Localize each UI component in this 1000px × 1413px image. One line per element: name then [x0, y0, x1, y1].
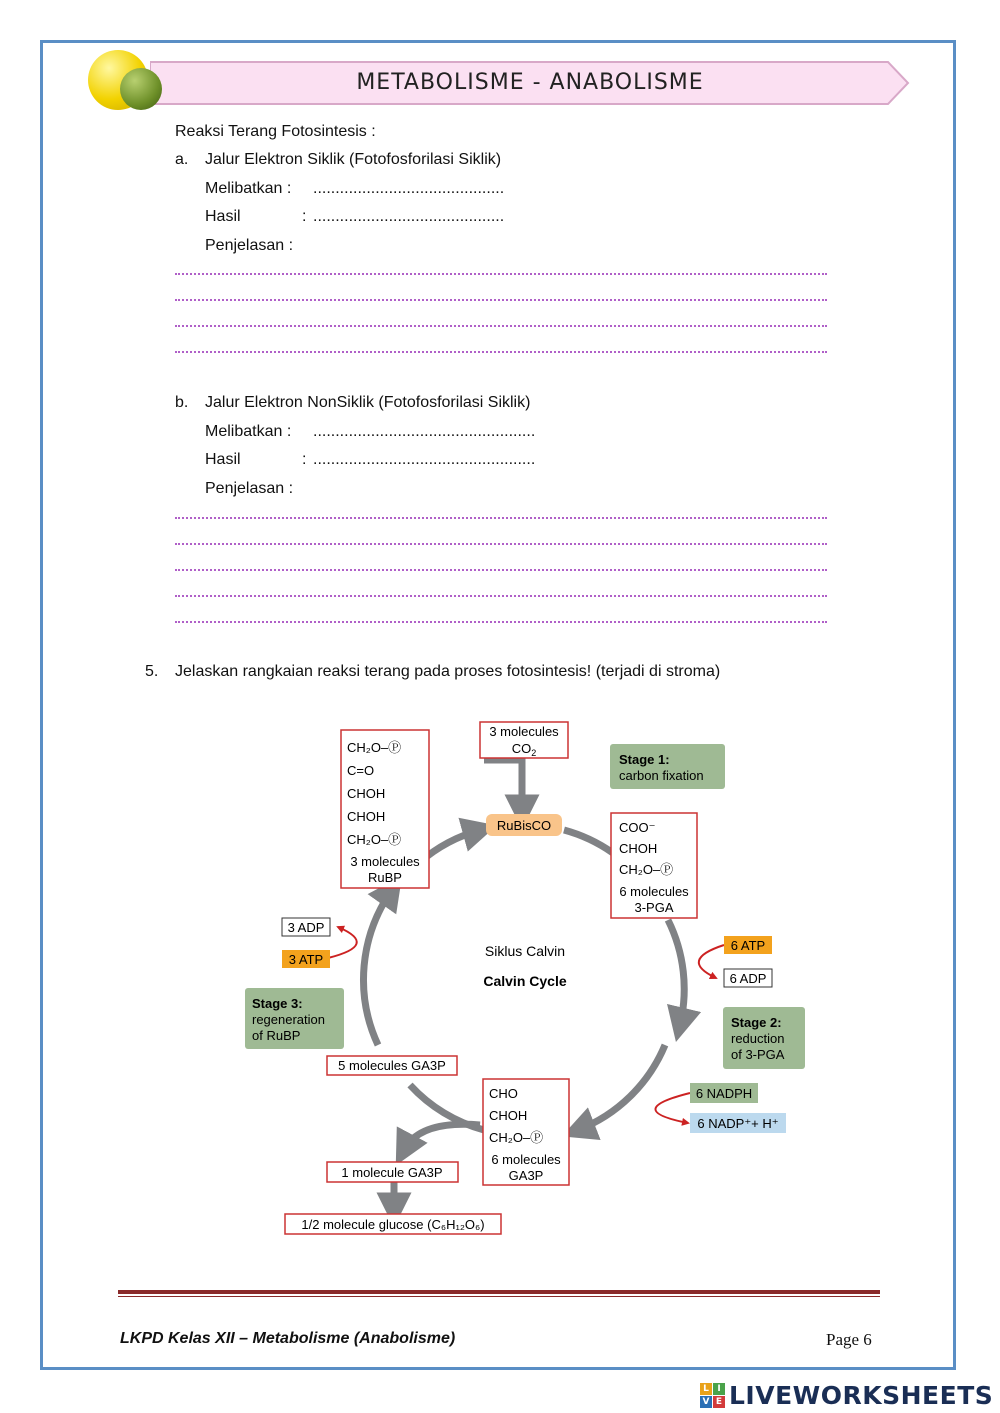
item-b-title: Jalur Elektron NonSiklik (Fotofosforilasi Siklik): [205, 394, 531, 411]
item-a-hasil-blank[interactable]: ...........................................: [313, 208, 505, 225]
structure-line: CH₂O–Ⓟ: [347, 832, 402, 847]
atp3-label: 3 ATP: [288, 952, 324, 967]
liveworksheets-wordmark: LIVEWORKSHEETS: [729, 1380, 994, 1410]
stage1-title: Stage 1:: [619, 752, 670, 767]
item-a-penjelasan-label: Penjelasan :: [205, 237, 294, 254]
item-a-melibatkan-label: Melibatkan :: [205, 180, 292, 197]
center-title: Siklus Calvin: [484, 943, 566, 959]
pga-count: 6 molecules: [619, 884, 689, 899]
item-b-answer-line-1[interactable]: [175, 517, 827, 519]
structure-line: C=O: [347, 763, 375, 778]
item-a-answer-line-2[interactable]: [175, 299, 827, 301]
item-a-title: Jalur Elektron Siklik (Fotofosforilasi Siklik): [205, 151, 502, 168]
item-a-marker: a.: [175, 151, 189, 168]
structure-line: COO⁻: [619, 820, 656, 835]
question-5-number: 5.: [145, 663, 159, 680]
stage2-line2: of 3-PGA: [731, 1047, 785, 1062]
structure-line: CHO: [489, 1086, 518, 1101]
structure-line: CHOH: [619, 841, 658, 856]
structure-line: CH₂O–Ⓟ: [347, 740, 402, 755]
structure-line: CHOH: [347, 809, 386, 824]
calvin-cycle-diagram: [240, 710, 820, 1250]
footer-rule-thin: [118, 1296, 880, 1297]
stage1-text: carbon fixation: [619, 768, 704, 783]
nadph6-label: 6 NADPH: [695, 1086, 753, 1101]
co2-formula: $CO_2$: [511, 741, 537, 758]
atp6-label: 6 ATP: [730, 938, 766, 953]
ga3p1-label: 1 molecule GA3P: [341, 1165, 443, 1180]
item-b-penjelasan-label: Penjelasan :: [205, 480, 294, 497]
item-b-hasil-colon: :: [302, 451, 307, 468]
pga-name: 3-PGA: [634, 900, 674, 915]
footer-course: LKPD Kelas XII – Metabolisme (Anabolisme): [120, 1330, 456, 1347]
item-b-answer-line-3[interactable]: [175, 569, 827, 571]
stage3-title: Stage 3:: [252, 996, 303, 1011]
rubp-count: 3 molecules: [350, 854, 420, 869]
item-b-hasil-blank[interactable]: ..................................................: [313, 451, 536, 468]
item-a-answer-line-1[interactable]: [175, 273, 827, 275]
glucose-label: 1/2 molecule glucose (C₆H₁₂O₆): [301, 1217, 485, 1232]
structure-line: CHOH: [347, 786, 386, 801]
structure-line: CHOH: [489, 1108, 528, 1123]
rubp-name: RuBP: [368, 870, 402, 885]
adp3-label: 3 ADP: [287, 920, 325, 935]
stage3-line1: regeneration: [252, 1012, 325, 1027]
item-a-melibatkan-blank[interactable]: ...........................................: [313, 180, 505, 197]
footer-page-number: Page 6: [826, 1330, 872, 1349]
center-subtitle: Calvin Cycle: [483, 973, 567, 989]
co2-count: 3 molecules: [489, 724, 559, 739]
item-b-hasil-label: Hasil: [205, 451, 241, 468]
item-b-marker: b.: [175, 394, 189, 411]
item-b-answer-line-2[interactable]: [175, 543, 827, 545]
item-a-hasil-colon: :: [302, 208, 307, 225]
ga3p5-label: 5 molecules GA3P: [338, 1058, 446, 1073]
item-b-answer-line-5[interactable]: [175, 621, 827, 623]
ga3p-name: GA3P: [508, 1168, 544, 1183]
page-title: METABOLISME - ANABOLISME: [356, 70, 704, 95]
stage2-line1: reduction: [731, 1031, 785, 1046]
ga3p-count: 6 molecules: [491, 1152, 561, 1167]
item-a-answer-line-4[interactable]: [175, 351, 827, 353]
item-b-melibatkan-blank[interactable]: ..................................................: [313, 423, 536, 440]
rubisco-label: RuBisCO: [496, 818, 552, 833]
liveworksheets-watermark[interactable]: [700, 1380, 993, 1410]
footer-rule-thick: [118, 1290, 880, 1294]
item-a-hasil-label: Hasil: [205, 208, 241, 225]
adp6-label: 6 ADP: [729, 971, 767, 986]
item-b-answer-line-4[interactable]: [175, 595, 827, 597]
structure-line: CH₂O–Ⓟ: [489, 1130, 544, 1145]
nadp6-label: 6 NADP⁺+ H⁺: [697, 1116, 779, 1131]
section-intro: Reaksi Terang Fotosintesis :: [175, 123, 376, 140]
structure-line: CH₂O–Ⓟ: [619, 862, 674, 877]
item-b-melibatkan-label: Melibatkan :: [205, 423, 292, 440]
liveworksheets-logo-icon: L I V E: [700, 1383, 725, 1408]
item-a-answer-line-3[interactable]: [175, 325, 827, 327]
question-5-text: Jelaskan rangkaian reaksi terang pada proses fotosintesis! (terjadi di stroma): [175, 663, 721, 680]
stage2-title: Stage 2:: [731, 1015, 782, 1030]
stage3-line2: of RuBP: [252, 1028, 301, 1043]
green-ball-decoration: [120, 68, 162, 110]
